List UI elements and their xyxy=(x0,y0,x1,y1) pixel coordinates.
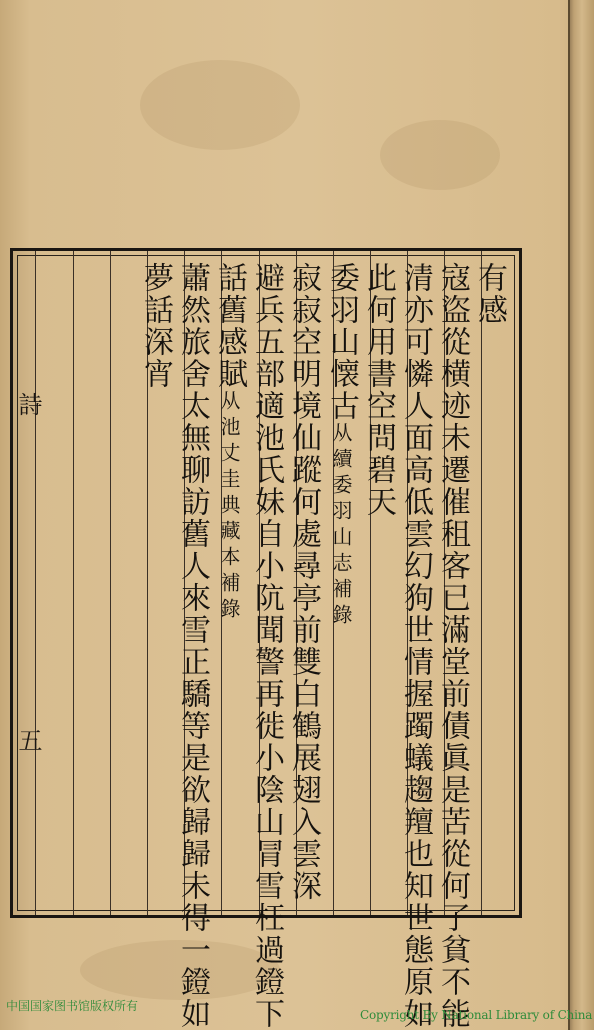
copyright-english: Copyright By National Library of China xyxy=(360,1008,593,1022)
book-spine-edge xyxy=(568,0,594,1030)
column-text: 蕭然旅舍太無聊訪舊人來雪正驕等是欲歸歸未得一鐙如 xyxy=(175,262,210,1030)
poem-column xyxy=(286,262,321,902)
column-text: 委羽山懐古 xyxy=(324,262,359,422)
column-note: 从續委羽山志補錄 xyxy=(329,422,353,630)
poem-column xyxy=(435,262,470,1030)
paper-stain xyxy=(140,60,300,150)
column-text: 避兵五部適池氏妹自小阬聞警再徙小陰山冐雪枉過鐙下 xyxy=(249,262,284,1030)
column-text: 有感 xyxy=(472,262,507,326)
column-rule xyxy=(481,251,482,915)
poem-column xyxy=(212,262,247,624)
column-text: 清亦可憐人面高低雲幻狗世情握躅蟻趨羶也知世態原如 xyxy=(398,262,433,1030)
poem-column xyxy=(472,262,507,326)
poem-column xyxy=(324,262,359,630)
column-text: 此何用書空問碧天 xyxy=(361,262,396,518)
column-note: 从池丈圭典藏本補錄 xyxy=(217,390,241,624)
margin-page-number: 五 xyxy=(14,728,42,752)
poem-column xyxy=(175,262,210,1030)
column-rule xyxy=(110,251,111,915)
column-rule xyxy=(73,251,74,915)
column-text: 寂寂空明境仙蹤何處尋亭前雙白鶴展翅入雲深 xyxy=(286,262,321,902)
margin-title-char: 詩 xyxy=(14,392,42,416)
poem-column xyxy=(398,262,433,1030)
column-text: 寇盜從横迹未遷催租客已滿堂前債眞是苦從何了貧不能 xyxy=(435,262,470,1030)
poem-column xyxy=(249,262,284,1030)
poem-column xyxy=(361,262,396,518)
paper-stain xyxy=(380,120,500,190)
copyright-chinese: 中国国家图书馆版权所有 xyxy=(6,999,139,1013)
poem-column xyxy=(138,262,173,390)
column-text: 話舊感賦 xyxy=(212,262,247,390)
column-rule xyxy=(35,251,36,915)
column-text: 夢話深宵 xyxy=(138,262,173,390)
page-edge-line xyxy=(568,0,570,1030)
